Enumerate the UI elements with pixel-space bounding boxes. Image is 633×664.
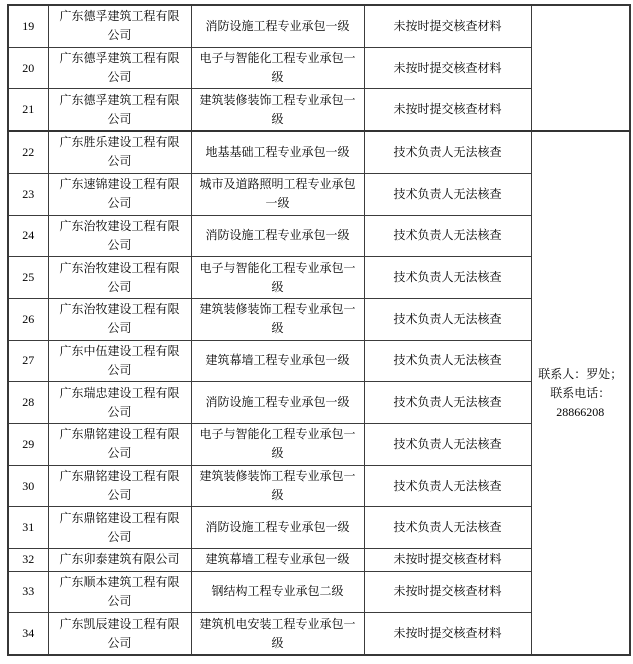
cell-qualification: 建筑幕墙工程专业承包一级 — [191, 549, 364, 571]
cell-company: 广东顺本建筑工程有限公司 — [48, 571, 191, 613]
cell-row-number: 30 — [8, 465, 48, 507]
cell-reason: 技术负责人无法核查 — [364, 173, 531, 215]
cell-qualification: 钢结构工程专业承包二级 — [191, 571, 364, 613]
cell-company: 广东鼎铭建设工程有限公司 — [48, 465, 191, 507]
cell-qualification: 地基基础工程专业承包一级 — [191, 131, 364, 173]
cell-qualification: 消防设施工程专业承包一级 — [191, 507, 364, 549]
cell-qualification: 建筑装修装饰工程专业承包一级 — [191, 298, 364, 340]
cell-reason: 技术负责人无法核查 — [364, 424, 531, 466]
cell-reason: 技术负责人无法核查 — [364, 215, 531, 257]
cell-row-number: 20 — [8, 47, 48, 89]
cell-qualification: 消防设施工程专业承包一级 — [191, 5, 364, 47]
cell-reason: 未按时提交核查材料 — [364, 571, 531, 613]
contact-phone-label: 联系电话： — [550, 385, 611, 400]
cell-reason: 技术负责人无法核查 — [364, 340, 531, 382]
cell-row-number: 19 — [8, 5, 48, 47]
cell-reason: 技术负责人无法核查 — [364, 298, 531, 340]
cell-qualification: 建筑幕墙工程专业承包一级 — [191, 340, 364, 382]
cell-company: 广东治牧建设工程有限公司 — [48, 215, 191, 257]
remark-cell-empty — [531, 5, 630, 131]
table-row — [8, 131, 630, 173]
cell-row-number: 23 — [8, 173, 48, 215]
cell-reason: 未按时提交核查材料 — [364, 89, 531, 131]
cell-row-number: 28 — [8, 382, 48, 424]
cell-company: 广东治牧建设工程有限公司 — [48, 298, 191, 340]
table-row — [8, 5, 630, 47]
cell-row-number: 25 — [8, 257, 48, 299]
qualification-review-table — [7, 4, 631, 656]
cell-qualification: 建筑装修装饰工程专业承包一级 — [191, 89, 364, 131]
cell-company: 广东治牧建设工程有限公司 — [48, 257, 191, 299]
cell-reason: 未按时提交核查材料 — [364, 47, 531, 89]
cell-row-number: 21 — [8, 89, 48, 131]
contact-phone-number: 28866208 — [556, 404, 605, 419]
cell-company: 广东中伍建设工程有限公司 — [48, 340, 191, 382]
cell-qualification: 电子与智能化工程专业承包一级 — [191, 257, 364, 299]
cell-reason: 技术负责人无法核查 — [364, 131, 531, 173]
cell-reason: 未按时提交核查材料 — [364, 549, 531, 571]
cell-reason: 未按时提交核查材料 — [364, 613, 531, 655]
cell-reason: 技术负责人无法核查 — [364, 465, 531, 507]
cell-qualification: 城市及道路照明工程专业承包一级 — [191, 173, 364, 215]
cell-company: 广东卯泰建筑有限公司 — [48, 549, 191, 571]
cell-reason: 未按时提交核查材料 — [364, 5, 531, 47]
cell-row-number: 29 — [8, 424, 48, 466]
cell-row-number: 31 — [8, 507, 48, 549]
cell-row-number: 26 — [8, 298, 48, 340]
cell-company: 广东瑞忠建设工程有限公司 — [48, 382, 191, 424]
cell-qualification: 建筑机电安装工程专业承包一级 — [191, 613, 364, 655]
remark-cell — [531, 131, 630, 655]
cell-qualification: 消防设施工程专业承包一级 — [191, 215, 364, 257]
cell-company: 广东鼎铭建设工程有限公司 — [48, 507, 191, 549]
cell-company: 广东德孚建筑工程有限公司 — [48, 5, 191, 47]
cell-company: 广东速锦建设工程有限公司 — [48, 173, 191, 215]
cell-company: 广东胜乐建设工程有限公司 — [48, 131, 191, 173]
cell-company: 广东德孚建筑工程有限公司 — [48, 47, 191, 89]
cell-qualification: 消防设施工程专业承包一级 — [191, 382, 364, 424]
cell-row-number: 24 — [8, 215, 48, 257]
cell-qualification: 建筑装修装饰工程专业承包一级 — [191, 465, 364, 507]
cell-company: 广东鼎铭建设工程有限公司 — [48, 424, 191, 466]
cell-row-number: 27 — [8, 340, 48, 382]
cell-company: 广东德孚建筑工程有限公司 — [48, 89, 191, 131]
cell-row-number: 22 — [8, 131, 48, 173]
cell-reason: 技术负责人无法核查 — [364, 257, 531, 299]
cell-reason: 技术负责人无法核查 — [364, 507, 531, 549]
cell-row-number: 34 — [8, 613, 48, 655]
cell-reason: 技术负责人无法核查 — [364, 382, 531, 424]
cell-row-number: 32 — [8, 549, 48, 571]
cell-company: 广东凯辰建设工程有限公司 — [48, 613, 191, 655]
contact-person: 联系人：罗处； — [538, 366, 623, 381]
cell-qualification: 电子与智能化工程专业承包一级 — [191, 47, 364, 89]
cell-row-number: 33 — [8, 571, 48, 613]
cell-qualification: 电子与智能化工程专业承包一级 — [191, 424, 364, 466]
